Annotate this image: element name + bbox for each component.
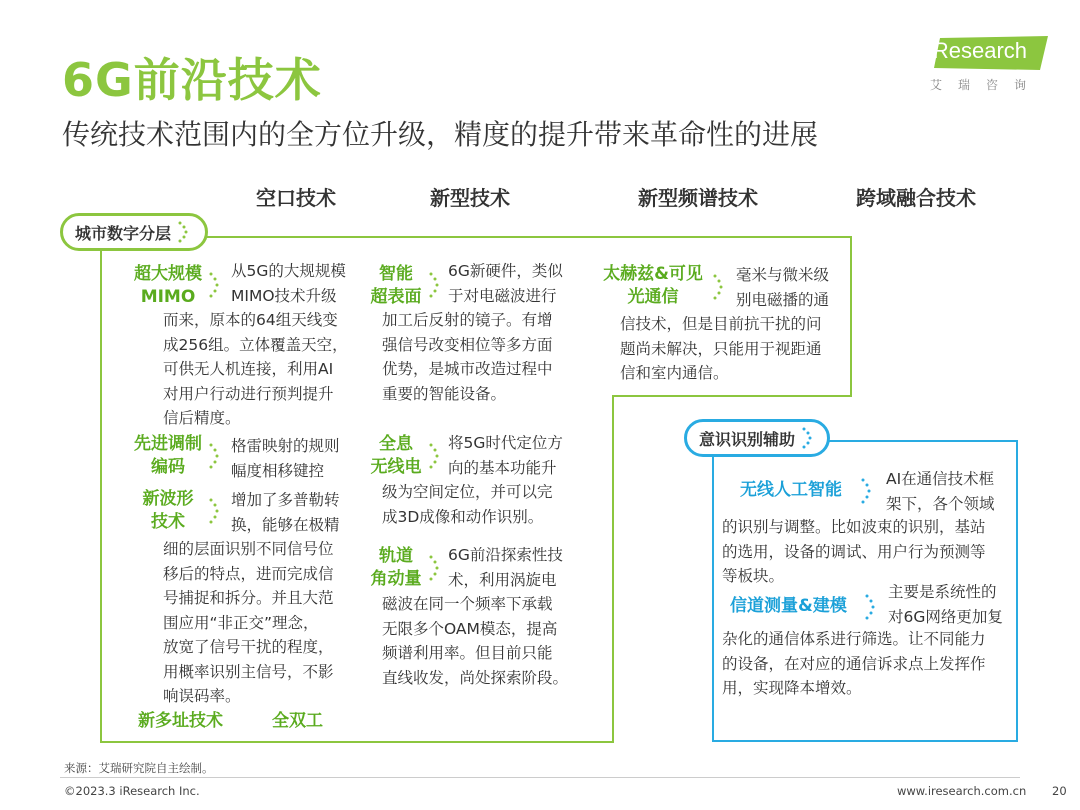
term-line: 无线电 [370, 457, 422, 477]
desc-line: 围应用“非正交”理念， [163, 613, 319, 632]
term-new-waveform [128, 488, 208, 534]
desc-holographic-head [448, 431, 563, 480]
term-line: MIMO [140, 287, 196, 307]
desc-line: 6G新硬件，类似 [448, 262, 563, 280]
desc-ai-body [722, 515, 986, 589]
term-line: 新波形 [142, 489, 194, 509]
desc-line: 对用户行动进行预判提升 [163, 384, 334, 403]
desc-line: MIMO技术升级 [231, 286, 337, 305]
desc-line: 直线收发，尚处探索阶段。 [382, 668, 569, 687]
city-layer-label [60, 213, 208, 251]
term-line: 超大规模 [134, 264, 202, 284]
desc-line: 无限多个OAM模态，提高 [382, 619, 558, 638]
desc-line: 而来，原本的64组天线变 [163, 311, 338, 329]
desc-waveform-head [231, 488, 340, 537]
column-heading-cross-domain: 跨域融合技术 [856, 186, 976, 210]
desc-line: 放宽了信号干扰的程度， [163, 638, 334, 656]
desc-thz-body [620, 312, 822, 386]
term-line: 全息 [379, 434, 413, 454]
desc-line: 主要是系统性的 [888, 583, 997, 601]
desc-line: 的选用，设备的调试、用户行为预测等 [722, 542, 986, 561]
desc-line: 可供无人机连接，利用AI [163, 360, 334, 378]
desc-line: 级为空间定位，并可以完 [382, 483, 553, 501]
desc-holographic-body [382, 480, 553, 529]
term-line: 智能 [379, 264, 413, 284]
desc-line: 于对电磁波进行 [448, 286, 557, 305]
term-multi-access: 新多址技术 [138, 711, 223, 731]
signal-dots-icon [712, 272, 726, 302]
desc-modulation [231, 434, 340, 483]
desc-line: 的设备，在对应的通信诉求点上发挥作 [722, 654, 986, 673]
desc-line: 幅度相移键控 [231, 461, 325, 480]
term-line: 轨道 [379, 546, 413, 566]
term-line: 编码 [151, 457, 185, 477]
copyright: ©2023.3 iResearch Inc. [64, 784, 200, 798]
desc-smart-surface-head [448, 259, 563, 308]
term-line: 光通信 [627, 287, 679, 307]
logo-subtitle: 艾瑞咨询 [930, 78, 1043, 92]
desc-line: 移后的特点，进而完成信 [163, 564, 334, 583]
term-wireless-ai: 无线人工智能 [740, 480, 842, 500]
desc-line: 换，能够在极精 [231, 515, 340, 534]
signal-dots-icon [177, 219, 191, 245]
desc-ai-head [886, 467, 995, 516]
desc-line: 加工后反射的镜子。有增 [382, 311, 553, 329]
desc-line: 优势，是城市改造过程中 [382, 360, 553, 378]
desc-line: 成3D成像和动作识别。 [382, 507, 544, 526]
page-title: 6G前沿技术 [62, 53, 322, 107]
desc-line: 对6G网络更加复 [888, 607, 1003, 626]
desc-line: 毫米与微米级 [736, 266, 830, 284]
logo-brand: iResearch [928, 38, 1028, 63]
column-heading-new-tech: 新型技术 [430, 186, 510, 210]
term-orbital-angular-momentum [364, 545, 428, 591]
term-line: 太赫兹&可见 [603, 264, 703, 284]
page-number: 20 [1052, 784, 1067, 798]
intent-layer-label [684, 419, 830, 457]
term-line: 超表面 [370, 287, 422, 307]
desc-line: 强信号改变相位等多方面 [382, 335, 553, 354]
term-terahertz-visible-light [598, 263, 708, 309]
desc-line: 磁波在同一个频率下承载 [382, 595, 553, 613]
column-heading-air-interface: 空口技术 [256, 186, 336, 210]
signal-dots-icon [428, 553, 442, 583]
desc-line: 号捕捉和拆分。并且大范 [163, 589, 334, 607]
term-channel-modeling: 信道测量&建模 [730, 596, 847, 616]
desc-line: 用，实现降本增效。 [722, 679, 862, 697]
desc-line: 题尚未解决，只能用于视距通 [620, 339, 822, 358]
page-subtitle: 传统技术范围内的全方位升级，精度的提升带来革命性的进展 [62, 118, 819, 151]
desc-oam-head [448, 543, 563, 592]
source-note: 来源：艾瑞研究院自主绘制。 [64, 761, 214, 775]
desc-mimo-body [163, 308, 348, 431]
signal-dots-icon [208, 270, 222, 300]
desc-line: AI在通信技术框 [886, 470, 995, 488]
desc-line: 术，利用涡旋电 [448, 570, 557, 589]
desc-line: 架下，各个领域 [886, 494, 995, 513]
desc-oam-body [382, 592, 568, 690]
city-layer-label-text: 城市数字分层 [75, 223, 172, 243]
desc-channel-head [888, 580, 1003, 629]
signal-dots-icon [801, 425, 815, 451]
desc-line: 信和室内通信。 [620, 364, 729, 382]
desc-line: 杂化的通信体系进行筛选。让不同能力 [722, 630, 986, 648]
signal-dots-icon [208, 496, 222, 526]
desc-line: 细的层面识别不同信号位 [163, 540, 334, 558]
desc-line: 别电磁播的通 [736, 290, 830, 309]
footer-divider [60, 777, 1020, 778]
desc-channel-body [722, 627, 986, 701]
signal-dots-icon [860, 476, 874, 506]
term-holographic-radio [364, 433, 428, 479]
column-heading-spectrum: 新型频谱技术 [638, 186, 758, 210]
website-link[interactable]: www.iresearch.com.cn [897, 784, 1027, 798]
term-massive-mimo [128, 263, 208, 309]
term-advanced-modulation [128, 433, 208, 479]
desc-line: 的识别与调整。比如波束的识别，基站 [722, 518, 986, 536]
desc-line: 格雷映射的规则 [231, 437, 340, 455]
signal-dots-icon [208, 441, 222, 471]
intent-layer-label-text: 意识识别辅助 [699, 429, 796, 449]
desc-line: 响误码率。 [163, 687, 241, 705]
term-line: 角动量 [370, 569, 422, 589]
signal-dots-icon [864, 592, 878, 622]
term-smart-surface [364, 263, 428, 309]
desc-line: 频谱利用率。但目前只能 [382, 644, 553, 662]
desc-mimo-head [231, 259, 346, 308]
term-full-duplex: 全双工 [272, 711, 323, 731]
desc-thz-head [736, 263, 829, 312]
term-line: 技术 [151, 512, 185, 532]
desc-line: 将5G时代定位方 [448, 434, 563, 452]
desc-line: 成256组。立体覆盖天空， [163, 335, 348, 354]
desc-smart-surface-body [382, 308, 553, 406]
signal-dots-icon [428, 270, 442, 300]
signal-dots-icon [428, 441, 442, 471]
desc-line: 用概率识别主信号，不影 [163, 662, 334, 681]
desc-line: 信技术，但是目前抗干扰的问 [620, 315, 822, 333]
desc-line: 信后精度。 [163, 409, 241, 427]
term-line: 先进调制 [134, 434, 202, 454]
desc-waveform-body [163, 537, 334, 709]
desc-line: 等板块。 [722, 567, 785, 585]
desc-line: 向的基本功能升 [448, 458, 557, 477]
desc-line: 重要的智能设备。 [382, 384, 507, 403]
desc-line: 从5G的大规规模 [231, 262, 346, 280]
desc-line: 增加了多普勒转 [231, 491, 340, 509]
desc-line: 6G前沿探索性技 [448, 546, 563, 564]
